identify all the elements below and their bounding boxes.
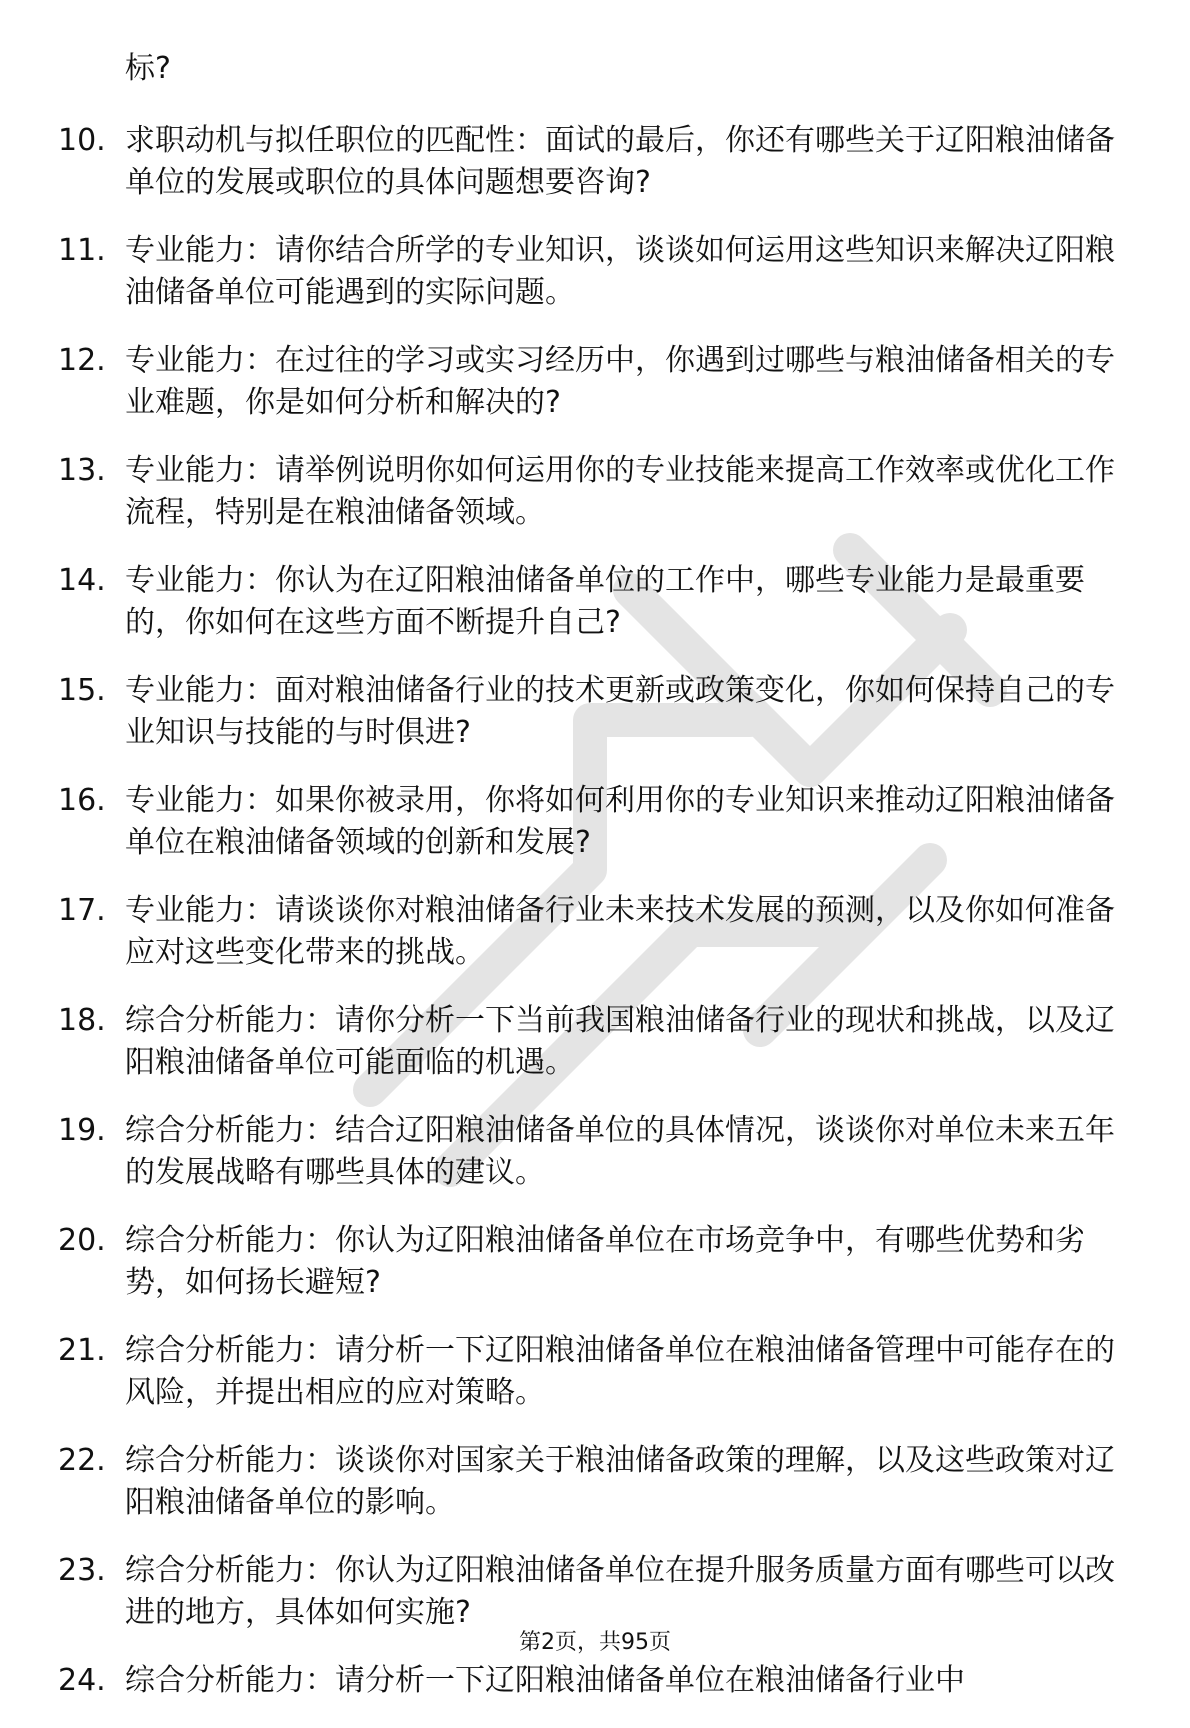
list-item-number: 18. <box>58 1003 106 1038</box>
list-item-text: 综合分析能力：结合辽阳粮油储备单位的具体情况，谈谈你对单位未来五年的发展战略有哪些具体的建议。 <box>125 1113 1115 1190</box>
list-item-text: 专业能力：在过往的学习或实习经历中，你遇到过哪些与粮油储备相关的专业难题，你是如何分析和解决的? <box>125 343 1115 420</box>
list-item-text: 专业能力：请你结合所学的专业知识，谈谈如何运用这些知识来解决辽阳粮油储备单位可能遇到的实际问题。 <box>125 233 1115 310</box>
list-item-number: 15. <box>58 673 106 708</box>
page-footer: 第2页，共95页 <box>519 1630 671 1655</box>
list-item-continuation <box>58 48 1118 90</box>
list-item <box>58 1110 1118 1194</box>
list-item-number: 14. <box>58 563 106 598</box>
list-item <box>58 670 1118 754</box>
list-item-number: 17. <box>58 893 106 928</box>
list-item-number: 13. <box>58 453 106 488</box>
list-item-text: 综合分析能力：请分析一下辽阳粮油储备单位在粮油储备行业中 <box>125 1663 965 1698</box>
list-item <box>58 450 1118 534</box>
list-item-number: 16. <box>58 783 106 818</box>
list-item-number: 21. <box>58 1333 106 1368</box>
list-item-text: 综合分析能力：请分析一下辽阳粮油储备单位在粮油储备管理中可能存在的风险，并提出相应的应对策略。 <box>125 1333 1115 1410</box>
list-item-text: 求职动机与拟任职位的匹配性：面试的最后，你还有哪些关于辽阳粮油储备单位的发展或职位的具体问题想要咨询? <box>125 123 1115 200</box>
list-item <box>58 230 1118 314</box>
list-item-text: 专业能力：请举例说明你如何运用你的专业技能来提高工作效率或优化工作流程，特别是在粮油储备领域。 <box>125 453 1115 530</box>
question-list <box>58 48 1118 1728</box>
list-item-number: 22. <box>58 1443 106 1478</box>
list-item-text: 标? <box>125 51 171 86</box>
list-item-text: 专业能力：如果你被录用，你将如何利用你的专业知识来推动辽阳粮油储备单位在粮油储备领域的创新和发展? <box>125 783 1115 860</box>
list-item <box>58 890 1118 974</box>
list-item-text: 综合分析能力：请你分析一下当前我国粮油储备行业的现状和挑战，以及辽阳粮油储备单位可能面临的机遇。 <box>125 1003 1115 1080</box>
list-item-text: 综合分析能力：谈谈你对国家关于粮油储备政策的理解，以及这些政策对辽阳粮油储备单位的影响。 <box>125 1443 1115 1520</box>
list-item <box>58 1550 1118 1634</box>
list-item-number: 20. <box>58 1223 106 1258</box>
list-item <box>58 1660 1118 1702</box>
list-item <box>58 1220 1118 1304</box>
list-item-text: 专业能力：请谈谈你对粮油储备行业未来技术发展的预测，以及你如何准备应对这些变化带来的挑战。 <box>125 893 1115 970</box>
list-item-number: 11. <box>58 233 106 268</box>
list-item-number: 23. <box>58 1553 106 1588</box>
list-item <box>58 560 1118 644</box>
list-item <box>58 1440 1118 1524</box>
list-item-number: 19. <box>58 1113 106 1148</box>
list-item-number: 12. <box>58 343 106 378</box>
list-item <box>58 1000 1118 1084</box>
list-item-text: 综合分析能力：你认为辽阳粮油储备单位在市场竞争中，有哪些优势和劣势，如何扬长避短? <box>125 1223 1085 1300</box>
list-item-number: 10. <box>58 123 106 158</box>
list-item <box>58 120 1118 204</box>
list-item-text: 专业能力：面对粮油储备行业的技术更新或政策变化，你如何保持自己的专业知识与技能的与时俱进? <box>125 673 1115 750</box>
list-item-text: 综合分析能力：你认为辽阳粮油储备单位在提升服务质量方面有哪些可以改进的地方，具体如何实施? <box>125 1553 1115 1630</box>
list-item <box>58 780 1118 864</box>
list-item <box>58 1330 1118 1414</box>
list-item-number: 24. <box>58 1663 106 1698</box>
list-item <box>58 340 1118 424</box>
list-item-text: 专业能力：你认为在辽阳粮油储备单位的工作中，哪些专业能力是最重要的，你如何在这些方面不断提升自己? <box>125 563 1085 640</box>
